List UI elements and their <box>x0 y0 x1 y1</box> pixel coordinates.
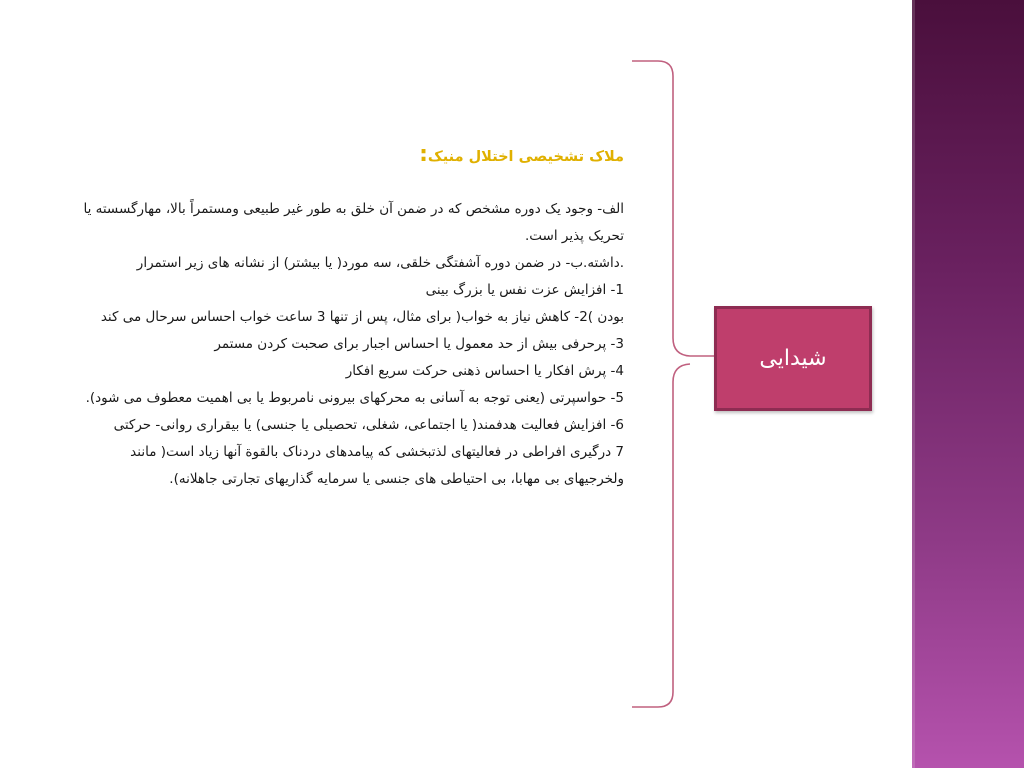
brace-path <box>632 61 716 707</box>
symptom-item-3: 3- پرحرفی بیش از حد معمول یا احساس اجبار برای صحبت کردن مستمر <box>214 336 624 352</box>
paragraph-criterion-a: الف- وجود یک دوره مشخص که در ضمن آن خلق به طور غیر طبیعی ومستمراً بالا، مهارگسسته یا تحریک پذیر است. <box>83 201 624 244</box>
content-heading-text: ملاک تشخیصی اختلال منیک <box>427 149 624 165</box>
content-heading <box>66 140 624 172</box>
symptom-item-1: 1- افزایش عزت نفس یا بزرگ بینی <box>425 282 624 298</box>
symptom-item-6: 6- افزایش فعالیت هدفمند( یا اجتماعی، شغلی، تحصیلی یا جنسی) یا بیقراری روانی- حرکتی <box>113 417 624 433</box>
paragraph-criterion-b: .داشته.ب- در ضمن دوره آشفتگی خلقی، سه مورد( یا بیشتر) از نشانه های زیر استمرار <box>136 255 624 271</box>
content-text-block <box>66 140 624 493</box>
symptom-item-7: 7 درگیری افراطی در فعالیتهای لذتبخشی که پیامدهای دردناک بالقوة آنها زیاد است( مانند ولخرجیهای بی مهابا، بی احتیاطی های جنسی یا سرمایه گذاریهای تجارتی جاهلانه). <box>130 444 624 487</box>
content-heading-colon: : <box>419 142 428 167</box>
slide-title: شیدایی <box>759 346 827 371</box>
slide-title-box <box>714 306 872 411</box>
side-decoration-band <box>912 0 1024 768</box>
symptom-item-5: 5- حواسپرتی (یعنی توجه به آسانی به محرکهای بیرونی نامربوط یا بی اهمیت معطوف می شود). <box>85 390 624 406</box>
symptom-item-2: بودن )2- کاهش نیاز به خواب( برای مثال، پس از تنها 3 ساعت خواب احساس سرحال می کند <box>100 309 624 325</box>
right-brace <box>628 58 720 710</box>
side-band-edge <box>912 0 915 768</box>
symptom-item-4: 4- پرش افکار یا احساس ذهنی حرکت سریع افکار <box>345 363 624 379</box>
